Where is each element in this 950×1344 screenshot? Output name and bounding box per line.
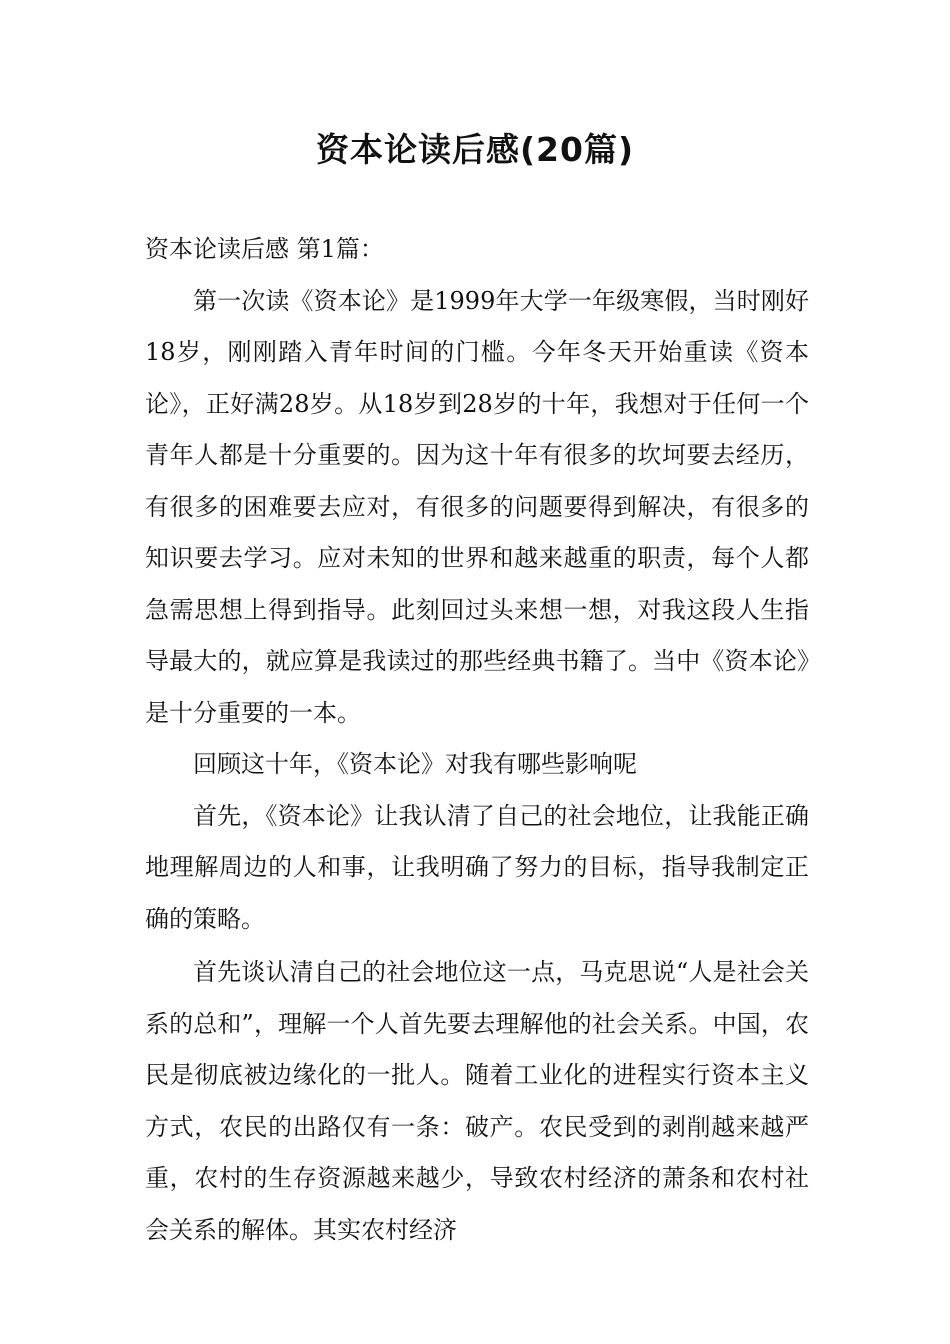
- paragraph-4: 首先谈认清自己的社会地位这一点，马克思说“人是社会关系的总和”，理解一个人首先要去理解他的社会关系。中国，农民是彻底被边缘化的一批人。随着工业化的进程实行资本主义方式，农民的出路仅有一条：破产。农民受到的剥削越来越严重，农村的生存资源越来越少，导致农村经济的萧条和农村社会关系的解体。其实农村经济: [145, 958, 809, 1244]
- paragraph-2: 回顾这十年，《资本论》对我有哪些影响呢: [193, 750, 637, 778]
- document-title: 资本论读后感(20篇): [315, 130, 635, 169]
- document-body: [145, 224, 809, 1256]
- paragraph-1: 第一次读《资本论》是1999年大学一年级寒假，当时刚好18岁，刚刚踏入青年时间的门槛。今年冬天开始重读《资本论》，正好满28岁。从18岁到28岁的十年，我想对于任何一个青年人都是十分重要的。因为这十年有很多的坎坷要去经历，有很多的困难要去应对，有很多的问题要得到解决，有很多的知识要去学习。应对未知的世界和越来越重的职责，每个人都急需思想上得到指导。此刻回过头来想一想，对我这段人生指导最大的，就应算是我读过的那些经典书籍了。当中《资本论》是十分重要的一本。: [145, 286, 809, 727]
- paragraph-3: 首先，《资本论》让我认清了自己的社会地位，让我能正确地理解周边的人和事，让我明确了努力的目标，指导我制定正确的策略。: [145, 801, 809, 933]
- section-heading: 资本论读后感 第1篇：: [145, 235, 384, 263]
